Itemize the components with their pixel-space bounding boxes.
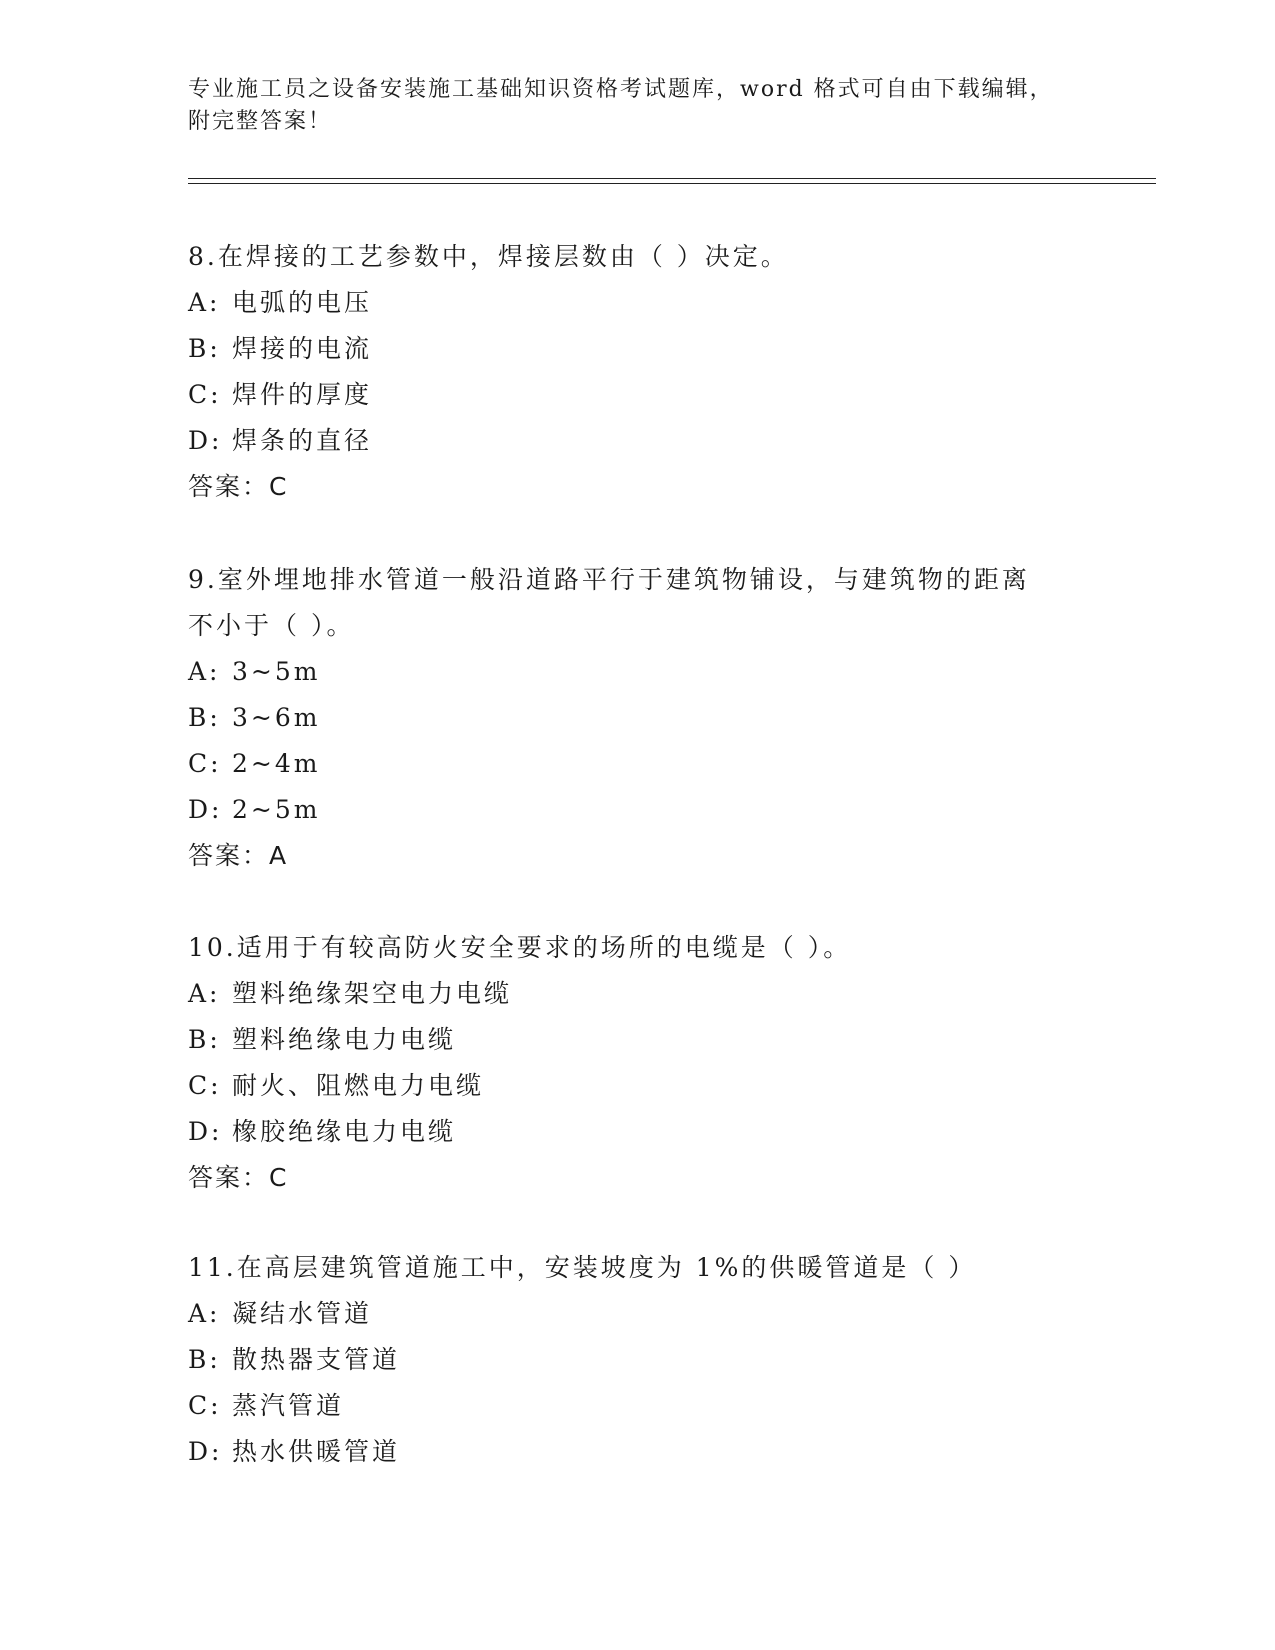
option-text: 焊条的直径 xyxy=(232,426,373,455)
answer-line: 答案：A xyxy=(188,841,289,870)
option-text: 凝结水管道 xyxy=(232,1299,373,1328)
option-letter: C: xyxy=(188,749,222,778)
option-text: 耐火、阻燃电力电缆 xyxy=(232,1071,485,1100)
option-letter: B: xyxy=(188,334,221,363)
document-header xyxy=(188,74,1088,138)
question-stem-line: 不小于（ ）。 xyxy=(188,611,355,640)
option-c xyxy=(188,1383,1088,1429)
option-b xyxy=(188,1017,1088,1063)
question-stem-line: 11.在高层建筑管道施工中，安装坡度为 1%的供暖管道是（ ） xyxy=(188,1253,977,1282)
option-letter: A: xyxy=(188,979,221,1008)
option-text: 3~5m xyxy=(232,657,321,686)
question-stem xyxy=(188,557,1088,649)
option-letter: C: xyxy=(188,1391,222,1420)
option-text: 焊接的电流 xyxy=(232,334,373,363)
option-letter: B: xyxy=(188,1345,221,1374)
option-letter: B: xyxy=(188,703,221,732)
option-letter: A: xyxy=(188,288,221,317)
question-9 xyxy=(188,557,1088,879)
option-text: 焊件的厚度 xyxy=(232,380,373,409)
option-letter: D: xyxy=(188,1117,223,1146)
option-letter: D: xyxy=(188,1437,223,1466)
header-divider-bottom xyxy=(188,183,1156,184)
option-letter: D: xyxy=(188,795,223,824)
option-b xyxy=(188,1337,1088,1383)
option-letter: C: xyxy=(188,380,222,409)
option-text: 2~4m xyxy=(232,749,321,778)
question-stem-line: 8.在焊接的工艺参数中，焊接层数由（ ）决定。 xyxy=(188,242,789,271)
option-letter: B: xyxy=(188,1025,221,1054)
option-c xyxy=(188,372,1088,418)
option-text: 塑料绝缘电力电缆 xyxy=(232,1025,457,1054)
option-d xyxy=(188,1109,1088,1155)
question-8 xyxy=(188,234,1088,510)
question-10 xyxy=(188,925,1088,1201)
answer-line: 答案：C xyxy=(188,1163,289,1192)
option-c xyxy=(188,1063,1088,1109)
question-stem-line: 9.室外埋地排水管道一般沿道路平行于建筑物铺设，与建筑物的距离 xyxy=(188,565,1030,594)
option-a xyxy=(188,649,1088,695)
option-letter: A: xyxy=(188,1299,221,1328)
question-stem-line: 10.适用于有较高防火安全要求的场所的电缆是（ ）。 xyxy=(188,933,852,962)
option-a xyxy=(188,280,1088,326)
option-letter: A: xyxy=(188,657,221,686)
option-a xyxy=(188,971,1088,1017)
option-b xyxy=(188,695,1088,741)
option-text: 散热器支管道 xyxy=(232,1345,401,1374)
option-d xyxy=(188,1429,1088,1475)
header-line-1: 专业施工员之设备安装施工基础知识资格考试题库，word 格式可自由下载编辑， xyxy=(188,77,1054,102)
question-stem xyxy=(188,1245,1088,1291)
option-text: 橡胶绝缘电力电缆 xyxy=(232,1117,457,1146)
option-text: 蒸汽管道 xyxy=(232,1391,345,1420)
option-letter: C: xyxy=(188,1071,222,1100)
option-c xyxy=(188,741,1088,787)
option-text: 热水供暖管道 xyxy=(232,1437,401,1466)
option-a xyxy=(188,1291,1088,1337)
option-d xyxy=(188,787,1088,833)
option-text: 电弧的电压 xyxy=(232,288,373,317)
option-text: 3~6m xyxy=(232,703,321,732)
option-text: 塑料绝缘架空电力电缆 xyxy=(232,979,513,1008)
option-letter: D: xyxy=(188,426,223,455)
header-line-2: 附完整答案！ xyxy=(188,109,333,134)
header-divider-top xyxy=(188,178,1156,179)
question-stem xyxy=(188,925,1088,971)
option-text: 2~5m xyxy=(232,795,321,824)
answer-line: 答案：C xyxy=(188,472,289,501)
option-b xyxy=(188,326,1088,372)
option-d xyxy=(188,418,1088,464)
question-11 xyxy=(188,1245,1088,1475)
question-stem xyxy=(188,234,1088,280)
